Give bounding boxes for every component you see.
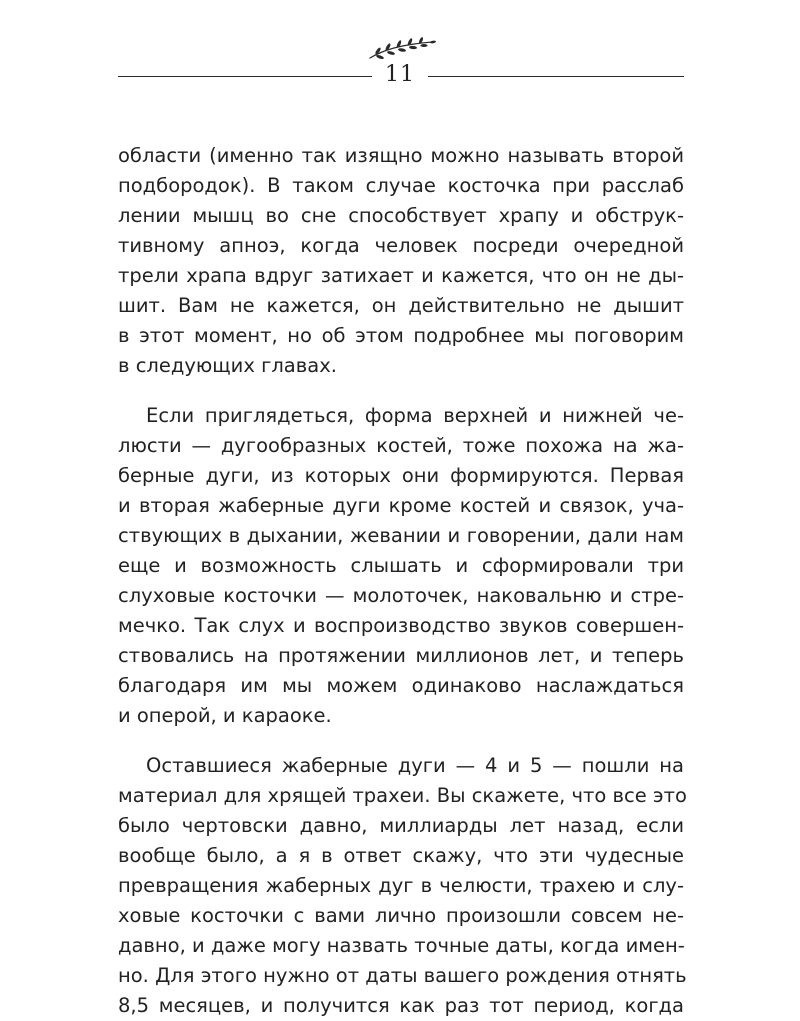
- text-line: Если приглядеться, форма верхней и нижней че-: [146, 404, 684, 427]
- paragraph-2: [118, 401, 684, 731]
- text-line: но. Для этого нужно от даты вашего рождения отнять: [118, 964, 687, 987]
- laurel-branch-icon: [360, 36, 440, 64]
- text-line: трели храпа вдруг затихает и кажется, что он не ды-: [118, 264, 684, 287]
- page-number: 11: [385, 62, 415, 87]
- text-line: лении мышц во сне способствует храпу и обструк-: [118, 204, 684, 227]
- text-line: области (именно так изящно можно называть второй: [118, 144, 684, 167]
- text-line: еще и возможность слышать и сформировали три: [118, 554, 684, 577]
- text-line: подбородок). В таком случае косточка при расслаб: [118, 174, 684, 197]
- text-line: тивному апноэ, когда человек посреди очередной: [118, 234, 684, 257]
- page-body: [118, 141, 687, 1021]
- text-line: и оперой, и караоке.: [118, 704, 332, 727]
- text-line: шит. Вам не кажется, он действительно не дышит: [118, 294, 684, 317]
- text-line: слуховые косточки — молоточек, наковальню и стре-: [118, 584, 684, 607]
- text-line: ствующих в дыхании, жевании и говорении, дали нам: [118, 524, 684, 547]
- header-rule-left: [118, 76, 372, 77]
- text-line: вообще было, а я в ответ скажу, что эти чудесные: [118, 844, 684, 867]
- text-line: в этот момент, но об этом подробнее мы поговорим: [118, 324, 684, 347]
- text-line: берные дуги, из которых они формируются. Первая: [118, 464, 684, 487]
- text-line: 8,5 месяцев, и получится как раз тот период, когда: [118, 994, 684, 1017]
- paragraph-3: [118, 751, 687, 1021]
- header-rule-right: [428, 76, 684, 77]
- paragraph-1: [118, 141, 684, 381]
- text-line: люсти — дугообразных костей, тоже похожа на жа-: [118, 434, 684, 457]
- text-line: благодаря им мы можем одинаково наслаждаться: [118, 674, 684, 697]
- text-line: ствовались на протяжении миллионов лет, и теперь: [118, 644, 684, 667]
- text-line: и вторая жаберные дуги кроме костей и связок, уча-: [118, 494, 684, 517]
- paragraph-gap: [118, 731, 684, 751]
- text-line: ховые косточки с вами лично произошли совсем не-: [118, 904, 684, 927]
- paragraph-gap: [118, 381, 684, 401]
- text-line: в следующих главах.: [118, 354, 337, 377]
- text-line: Оставшиеся жаберные дуги — 4 и 5 — пошли на: [146, 754, 684, 777]
- text-line: давно, и даже могу назвать точные даты, когда имен-: [118, 934, 685, 957]
- text-line: материал для хрящей трахеи. Вы скажете, что все это: [118, 784, 687, 807]
- text-line: превращения жаберных дуг в челюсти, трахею и слу-: [118, 874, 684, 897]
- page-header: [0, 0, 800, 100]
- text-line: было чертовски давно, миллиарды лет назад, если: [118, 814, 684, 837]
- text-line: мечко. Так слух и воспроизводство звуков совершен-: [118, 614, 684, 637]
